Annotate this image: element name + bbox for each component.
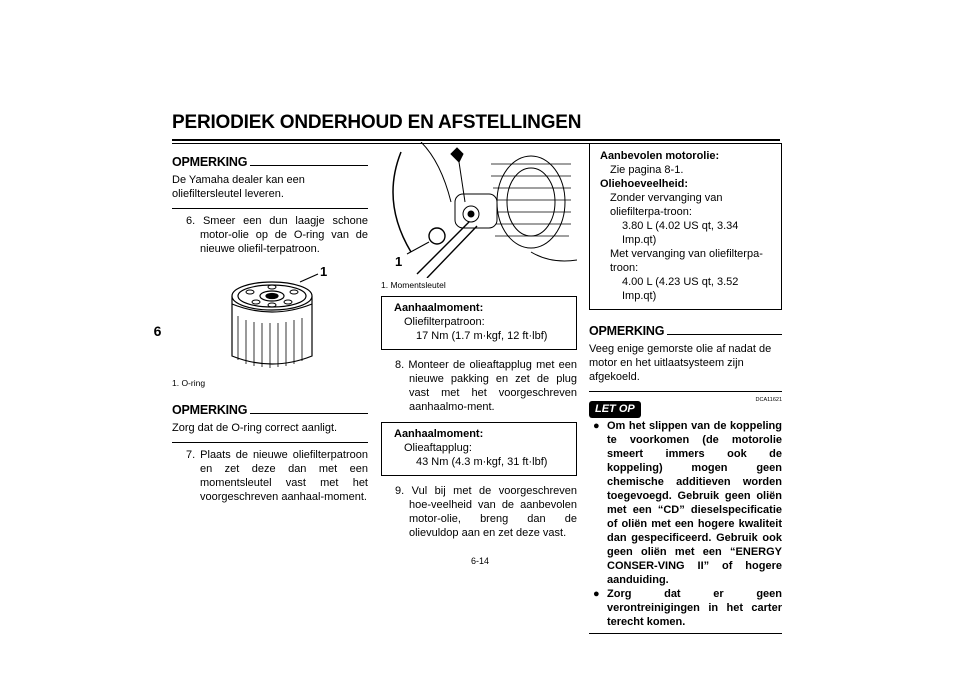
step-8: 8. Monteer de olieaftapplug met een nieuwe pakking en zet de plug vast met het voorgeschreven aanhaalmo-ment. (395, 359, 577, 413)
figure-callout: 1 (395, 254, 403, 269)
note-label: OPMERKING (172, 155, 248, 169)
oil-spec-box (589, 143, 782, 310)
bullet-icon: ● (593, 420, 600, 432)
engine-torque-wrench-illustration (381, 142, 577, 278)
oil-filter-figure (172, 260, 368, 376)
caution-badge: LET OP (589, 401, 641, 418)
figure-caption: 1. Momentsleutel (381, 280, 446, 290)
chapter-tab: 6 (153, 323, 162, 339)
note-heading (172, 401, 368, 417)
note-label: OPMERKING (172, 403, 248, 417)
note-end-rule (172, 442, 368, 443)
step-9: 9. Vul bij met de voorgeschreven hoe-veelheid van de aanbevolen motor-olie, breng dan de olievuldop aan en zet deze vast. (395, 485, 577, 539)
torque-spec-box-drain-plug (381, 422, 577, 476)
spec-value: 17 Nm (1.7 m·kgf, 12 ft·lbf) (416, 330, 548, 342)
spec-heading: Aanhaalmoment: (394, 302, 484, 314)
step-7: 7. Plaats de nieuwe oliefilterpatroon en zet deze dan met een momentsleutel vast met het voorgeschreven aanhaal-moment. (186, 449, 368, 503)
note-rule (667, 334, 782, 335)
caution-code: DCA11621 (755, 397, 782, 403)
column-left (172, 153, 368, 504)
note-rule (250, 165, 368, 166)
caution-end-rule (589, 633, 782, 634)
spec-item: Olieaftapplug: (404, 442, 472, 454)
oil-filter-illustration (172, 260, 368, 376)
page-header (172, 112, 780, 144)
spec-heading: Oliehoeveelheid: (600, 178, 689, 190)
note-heading (589, 322, 782, 338)
note-label: OPMERKING (589, 324, 665, 338)
spec-heading: Aanbevolen motorolie: (600, 150, 720, 162)
spec-value: 43 Nm (4.3 m·kgf, 31 ft·lbf) (416, 456, 548, 468)
caution-heading (589, 395, 782, 417)
column-middle (381, 142, 577, 540)
list-item (589, 587, 782, 629)
header-rule (172, 139, 780, 141)
spec-heading: Aanhaalmoment: (394, 428, 484, 440)
figure-caption: 1. O-ring (172, 378, 206, 388)
bullet-icon: ● (593, 588, 600, 600)
spec-value: 3.80 L (4.02 US qt, 3.34 Imp.qt) (622, 220, 739, 246)
bullet-text: Om het slippen van de koppeling te voorkomen (de motorolie smeert immers ook de koppeling) mogen geen chemische additieven worden toegevoegd. Gebruik geen oliën met een “CD” dieselspecificatie of oliën met een hogere kwaliteit dan gespecificeerd. Gebruik ook geen oliën met een “ENERGY CONSER-VING II” of hogere aanduiding. (607, 420, 782, 586)
note-text: Zorg dat de O-ring correct aanligt. (172, 422, 338, 434)
torque-spec-box-oil-filter (381, 296, 577, 350)
note-text: Veeg enige gemorste olie af nadat de motor en het uitlaatsysteem zijn afgekoeld. (589, 343, 772, 383)
bullet-text: Zorg dat er geen verontreinigingen in het carter terecht komen. (607, 588, 782, 628)
torque-wrench-figure (381, 142, 577, 278)
note-text: De Yamaha dealer kan een oliefiltersleutel leveren. (172, 174, 305, 200)
spec-value: 4.00 L (4.23 US qt, 3.52 Imp.qt) (622, 276, 739, 302)
figure-callout: 1 (320, 264, 328, 279)
spec-item: Zonder vervanging van oliefilterpa-troon: (610, 192, 723, 218)
note-end-rule (172, 208, 368, 209)
step-6: 6. Smeer een dun laagje schone motor-olie op de O-ring van de nieuwe oliefil-terpatroon. (186, 215, 368, 255)
note-end-rule (589, 391, 782, 392)
note-heading (172, 153, 368, 169)
page-number: 6-14 (470, 556, 489, 566)
page-title: PERIODIEK ONDERHOUD EN AFSTELLINGEN (172, 112, 582, 133)
spec-item: Zie pagina 8-1. (610, 164, 684, 176)
spec-item: Met vervanging van oliefilterpa-troon: (610, 248, 763, 274)
spec-item: Oliefilterpatroon: (404, 316, 485, 328)
note-rule (250, 413, 368, 414)
caution-list (589, 419, 782, 629)
